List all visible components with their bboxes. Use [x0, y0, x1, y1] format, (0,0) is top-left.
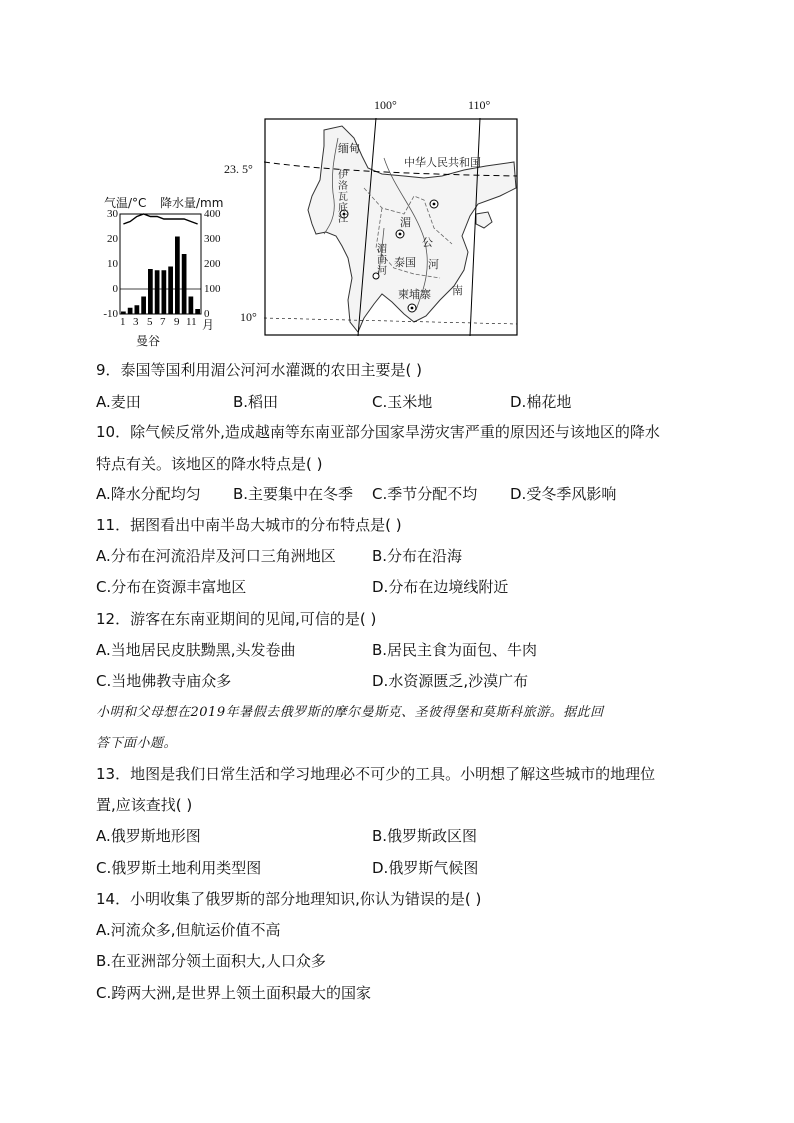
longitude-100-label: 100° — [374, 98, 397, 112]
chao-phraya-label — [376, 244, 388, 277]
q12-option-d[interactable]: D.水资源匮乏,沙漠广布 — [372, 672, 529, 690]
temp-tick: 10 — [107, 258, 118, 270]
precip-bar — [121, 312, 126, 315]
precip-tick: 200 — [204, 258, 221, 270]
precip-bar — [195, 309, 200, 314]
precip-bar — [155, 270, 160, 314]
q12-option-a[interactable]: A.当地居民皮肤黝黑,头发卷曲 — [96, 641, 296, 659]
latitude-10-label: 10° — [240, 310, 257, 324]
precip-bar — [189, 297, 194, 315]
q11-stem: 11．据图看出中南半岛大城市的分布特点是( ) — [96, 516, 402, 534]
precip-tick: 300 — [204, 233, 221, 245]
q11-option-b[interactable]: B.分布在沿海 — [372, 547, 463, 565]
precip-bar — [148, 269, 153, 314]
precip-bar — [182, 254, 187, 314]
q14-stem: 14．小明收集了俄罗斯的部分地理知识,你认为错误的是( ) — [96, 890, 482, 908]
river-char: 伊 — [338, 170, 348, 181]
city-phnom-penh — [408, 304, 416, 312]
irrawaddy-label — [337, 170, 349, 225]
q13-option-c[interactable]: C.俄罗斯土地利用类型图 — [96, 859, 262, 877]
q10-stem-line1: 10．除气候反常外,造成越南等东南亚部分国家旱涝灾害严重的原因还与该地区的降水 — [96, 423, 660, 441]
q13-stem-line2: 置,应该查找( ) — [96, 796, 193, 814]
passage-line1: 小明和父母想在2019年暑假去俄罗斯的摩尔曼斯克、圣彼得堡和莫斯科旅游。据此回 — [96, 705, 604, 720]
city-vientiane — [396, 230, 404, 238]
precip-bar — [141, 297, 146, 315]
q10-stem-line2: 特点有关。该地区的降水特点是( ) — [96, 455, 323, 473]
q13-option-b[interactable]: B.俄罗斯政区图 — [372, 827, 478, 845]
q14-option-a[interactable]: A.河流众多,但航运价值不高 — [96, 921, 281, 939]
q9-option-c[interactable]: C.玉米地 — [372, 393, 433, 411]
river-char: 洛 — [338, 181, 348, 192]
river-char: 底 — [338, 203, 348, 214]
river-char: 湄 — [377, 244, 387, 255]
q10-option-b[interactable]: B.主要集中在冬季 — [233, 485, 354, 503]
temp-tick: 20 — [107, 233, 118, 245]
precip-bar — [168, 267, 173, 315]
month-tick: 9 — [174, 316, 180, 328]
month-tick: 3 — [133, 316, 139, 328]
thailand-label: 泰国 — [394, 256, 416, 269]
river-char: 江 — [338, 214, 348, 225]
q9-stem: 9．泰国等国利用湄公河河水灌溉的农田主要是( ) — [96, 361, 423, 379]
map-svg — [264, 118, 518, 336]
precip-bar — [175, 237, 180, 315]
temp-axis-label: 气温/°C — [104, 196, 147, 210]
q14-option-b[interactable]: B.在亚洲部分领土面积大,人口众多 — [96, 952, 326, 970]
latitude-23-label: 23. 5° — [224, 162, 253, 176]
month-tick: 5 — [147, 316, 153, 328]
precip-bar — [162, 270, 167, 314]
mekong-label-1: 湄 — [400, 216, 411, 229]
vietnam-south-label: 南 — [452, 284, 463, 297]
q12-option-b[interactable]: B.居民主食为面包、牛肉 — [372, 641, 538, 659]
precip-axis-label: 降水量/mm — [160, 196, 224, 210]
month-tick: 7 — [160, 316, 166, 328]
river-char: 河 — [377, 266, 387, 277]
month-tick: 1 — [120, 316, 126, 328]
q10-option-d[interactable]: D.受冬季风影响 — [510, 485, 617, 503]
month-tick: 11 — [186, 316, 197, 328]
city-label: 曼谷 — [136, 334, 161, 348]
q9-option-a[interactable]: A.麦田 — [96, 393, 141, 411]
q12-option-c[interactable]: C.当地佛教寺庙众多 — [96, 672, 232, 690]
passage-line2: 答下面小题。 — [96, 736, 178, 751]
q10-option-c[interactable]: C.季节分配不均 — [372, 485, 478, 503]
precip-tick: 400 — [204, 208, 221, 220]
temperature-line — [123, 214, 197, 224]
longitude-110-label: 110° — [468, 98, 491, 112]
mekong-label-2: 公 — [422, 236, 433, 249]
q9-option-d[interactable]: D.棉花地 — [510, 393, 572, 411]
precip-bar — [135, 305, 140, 314]
cambodia-label: 柬埔寨 — [398, 288, 431, 301]
river-char: 南 — [377, 255, 387, 266]
temp-tick: 30 — [107, 208, 118, 220]
precip-tick: 100 — [204, 283, 221, 295]
china-label: 中华人民共和国 — [404, 156, 481, 169]
temp-tick: 0 — [112, 283, 118, 295]
month-ticks — [120, 316, 220, 330]
mekong-label-3: 河 — [428, 258, 439, 271]
q10-option-a[interactable]: A.降水分配均匀 — [96, 485, 201, 503]
precip-tick: 0 — [204, 308, 210, 320]
river-char: 瓦 — [338, 192, 348, 203]
q11-option-d[interactable]: D.分布在边境线附近 — [372, 578, 509, 596]
q11-option-a[interactable]: A.分布在河流沿岸及河口三角洲地区 — [96, 547, 336, 565]
q12-stem: 12．游客在东南亚期间的见闻,可信的是( ) — [96, 610, 377, 628]
q13-option-a[interactable]: A.俄罗斯地形图 — [96, 827, 201, 845]
q13-option-d[interactable]: D.俄罗斯气候图 — [372, 859, 479, 877]
city-hanoi — [430, 200, 438, 208]
q9-option-b[interactable]: B.稻田 — [233, 393, 279, 411]
myanmar-label: 缅甸 — [338, 142, 360, 155]
precip-bar — [128, 308, 133, 314]
climate-chart — [90, 190, 230, 350]
q14-option-c[interactable]: C.跨两大洲,是世界上领土面积最大的国家 — [96, 984, 372, 1002]
indochina-map — [220, 96, 520, 340]
q13-stem-line1: 13．地图是我们日常生活和学习地理必不可少的工具。小明想了解这些城市的地理位 — [96, 765, 656, 783]
month-unit: 月 — [202, 318, 215, 332]
q11-option-c[interactable]: C.分布在资源丰富地区 — [96, 578, 247, 596]
temp-tick: -10 — [103, 308, 118, 320]
